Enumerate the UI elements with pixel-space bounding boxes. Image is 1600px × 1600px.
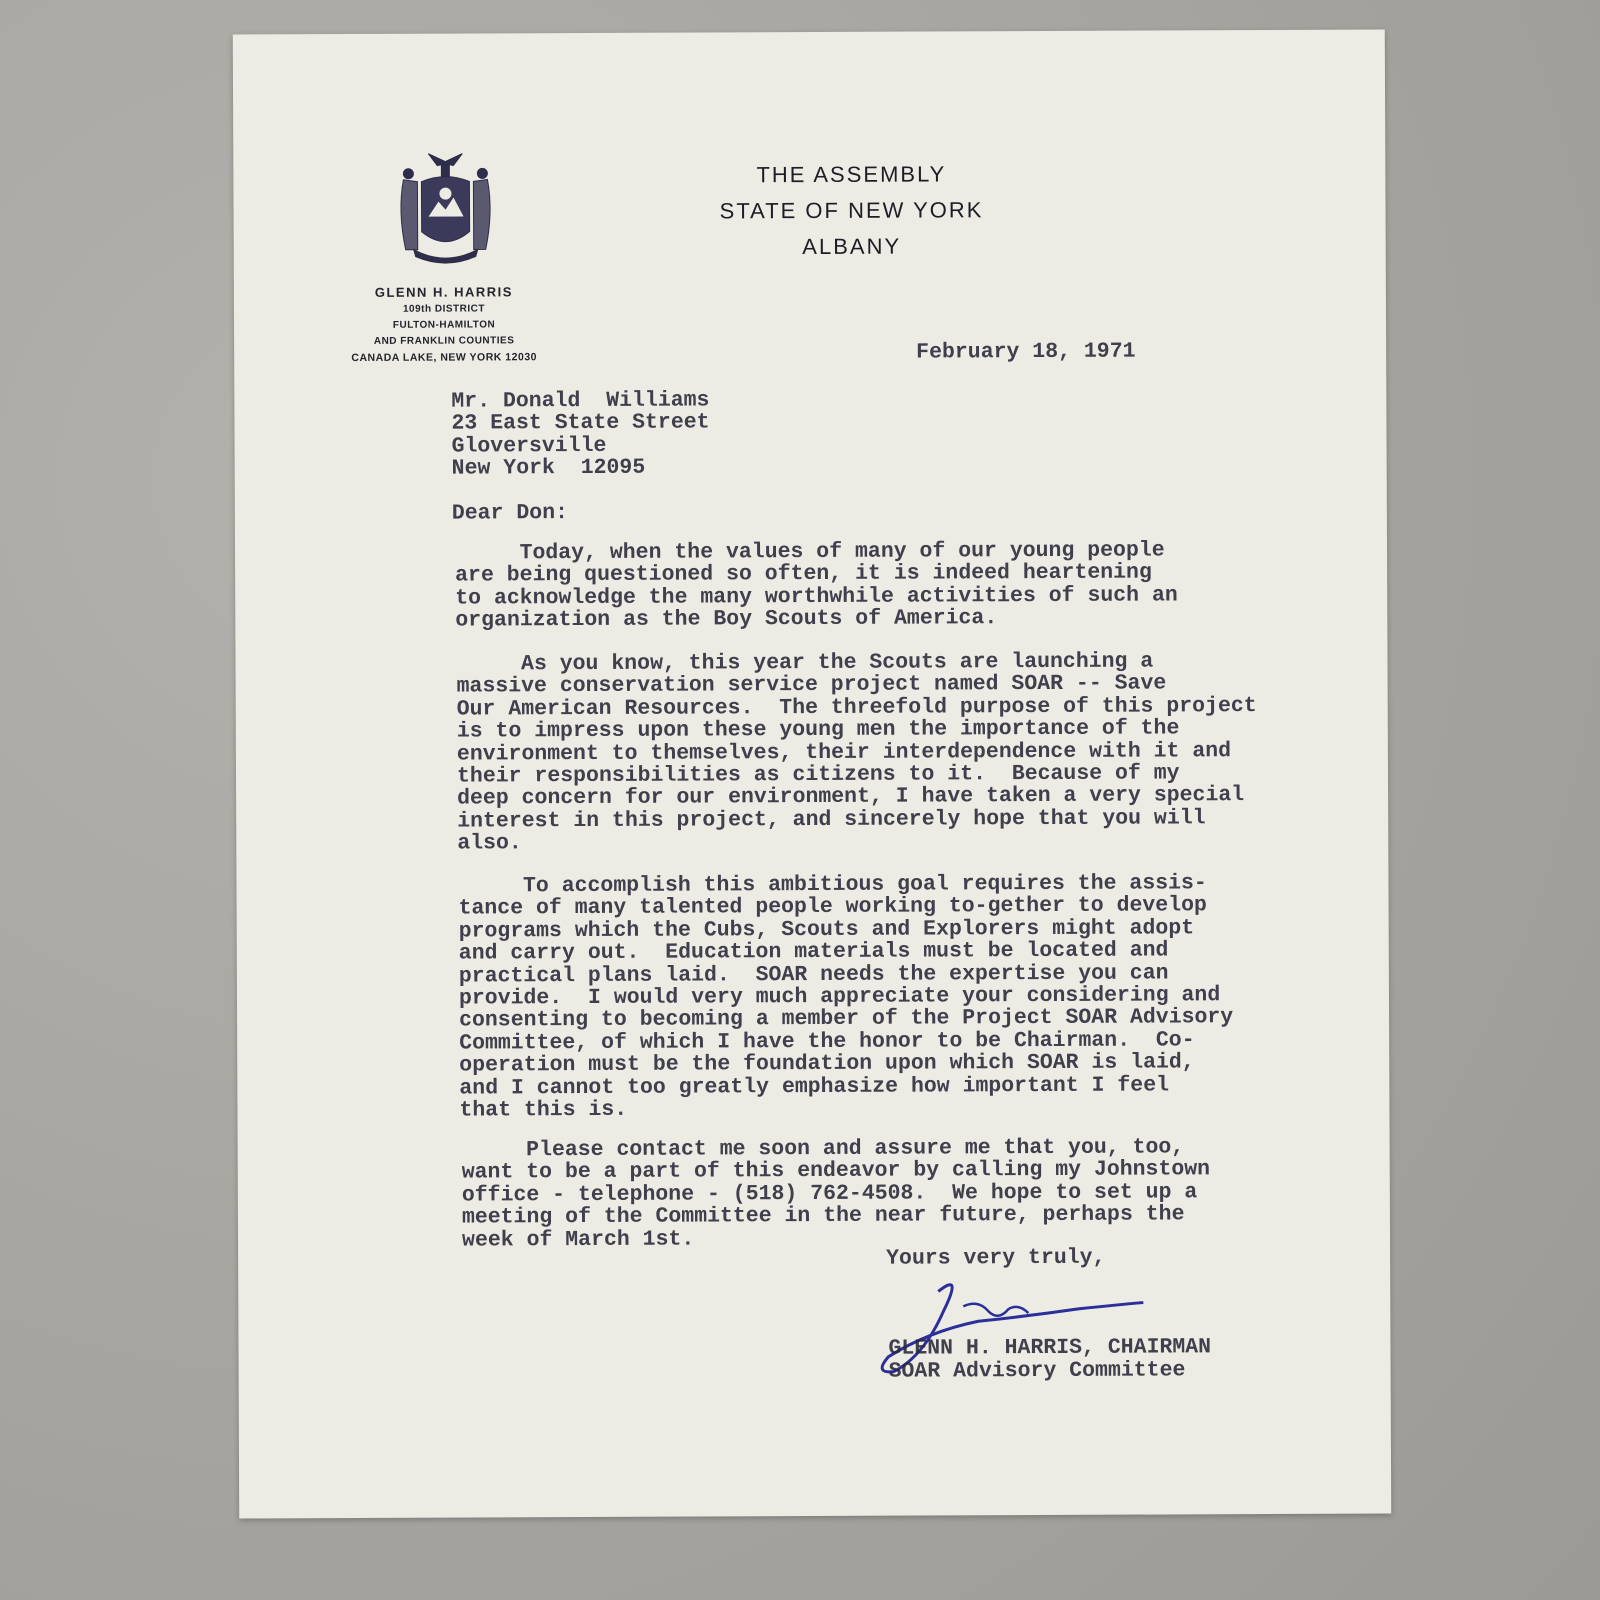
ny-state-seal — [383, 141, 509, 267]
letterhead-city: ALBANY — [802, 233, 902, 260]
district: 109th DISTRICT — [402, 303, 485, 315]
closing: Yours very truly, — [886, 1245, 1106, 1271]
paragraph-3: To accomplish this ambitious goal requires the assis- tance of many talented people working to-gether to develop programs which the Cubs, Scouts and Explorers might adopt and carry out. Education materials must be located and practical plans laid. SOAR needs the expertise you can provide. I would very much appreciate your considering and consenting to becoming a member of the Project SOAR Advisory Committee, of which I have the honor to be Chairman. Co- operation must be the foundation upon which SOAR is laid, and I cannot too greatly emphasize how important I feel that this is. — [458, 871, 1234, 1123]
letterhead-title: THE ASSEMBLY — [756, 161, 947, 188]
salutation: Dear Don: — [451, 501, 569, 526]
member-address: CANADA LAKE, NEW YORK 12030 — [351, 351, 538, 365]
paragraph-2: As you know, this year the Scouts are launching a massive conservation service project named SOAR -- Save Our American Resources. The threefold purpose of this project is to impress upon these young men the importance of the environment to themselves, their interdependence with it and their responsibilities as citizens to it. Because of my deep concern for our environment, I have taken a very special interest in this project, and sincerely hope that you will also. — [456, 649, 1257, 856]
paragraph-1: Today, when the values of many of our young people are being questioned so often, it is indeed heartening to acknowledge the many worthwhile activities of such an organization as the Boy Scouts of America. — [454, 538, 1178, 633]
letter-date: February 18, 1971 — [916, 339, 1136, 365]
letterhead-state: STATE OF NEW YORK — [719, 197, 984, 224]
member-name: GLENN H. HARRIS — [374, 284, 513, 300]
letter-paper — [233, 29, 1391, 1518]
recipient-address: Mr. Donald Williams 23 East State Street Gloversville New York 12095 — [451, 388, 710, 481]
counties-line-2: AND FRANKLIN COUNTIES — [373, 335, 515, 347]
signer-name: GLENN H. HARRIS, CHAIRMAN — [888, 1335, 1212, 1361]
counties-line-1: FULTON-HAMILTON — [392, 319, 496, 331]
paragraph-4: Please contact me soon and assure me that you, too, want to be a part of this endeavor by calling my Johnstown office - telephone - (518) 762-4508. We hope to set up a meeting of the Committee in the near future, perhaps the week of March 1st. — [461, 1135, 1211, 1253]
signer-title: SOAR Advisory Committee — [888, 1358, 1186, 1384]
